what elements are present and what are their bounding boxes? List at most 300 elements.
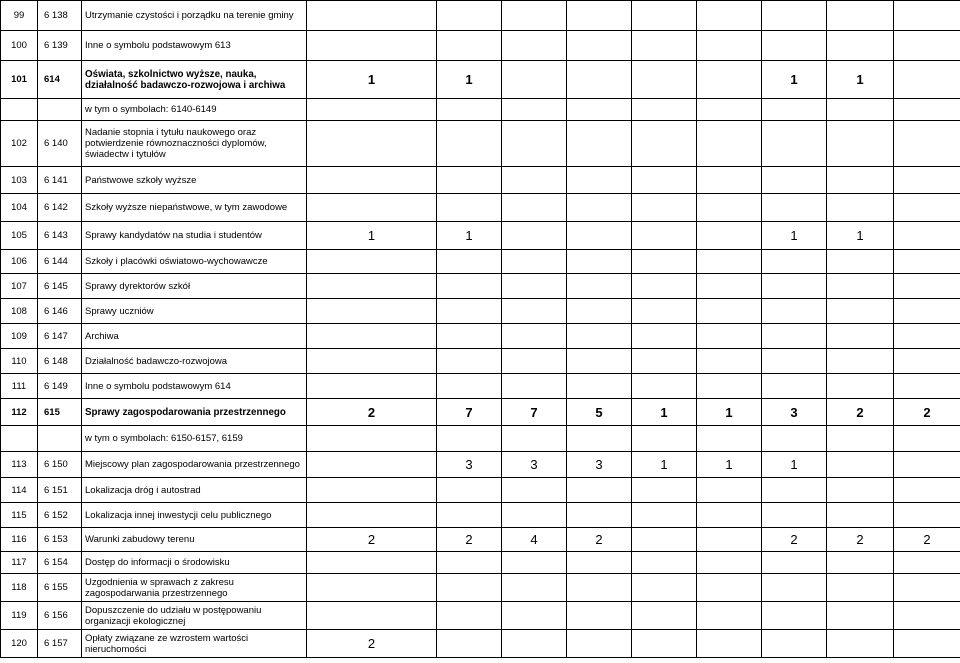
table-row — [1, 299, 960, 324]
row-value-1 — [307, 349, 437, 374]
row-value-1: 1 — [307, 61, 437, 99]
row-value-4 — [567, 31, 632, 61]
row-value-5: 1 — [632, 452, 697, 478]
row-value-1 — [307, 31, 437, 61]
row-value-2 — [437, 552, 502, 574]
row-value-6 — [697, 61, 762, 99]
row-value-1 — [307, 602, 437, 630]
row-value-5 — [632, 31, 697, 61]
row-symbol: 6 144 — [38, 250, 82, 274]
table-row — [1, 399, 960, 426]
row-number: 116 — [1, 528, 38, 552]
row-value-3: 3 — [502, 452, 567, 478]
row-number: 111 — [1, 374, 38, 399]
row-value-7: 1 — [762, 452, 827, 478]
row-name: Lokalizacja innej inwestycji celu publicznego — [82, 503, 307, 528]
row-symbol — [38, 99, 82, 121]
row-value-4 — [567, 1, 632, 31]
row-value-1 — [307, 299, 437, 324]
row-value-2 — [437, 374, 502, 399]
row-value-4 — [567, 552, 632, 574]
row-value-6 — [697, 167, 762, 194]
row-symbol: 6 141 — [38, 167, 82, 194]
row-value-5 — [632, 121, 697, 167]
row-value-2 — [437, 299, 502, 324]
row-value-7 — [762, 426, 827, 452]
row-value-6: 1 — [697, 399, 762, 426]
row-value-8 — [827, 194, 894, 222]
row-value-4: 3 — [567, 452, 632, 478]
row-symbol: 6 138 — [38, 1, 82, 31]
row-value-2 — [437, 503, 502, 528]
row-value-5 — [632, 167, 697, 194]
row-value-9 — [894, 349, 960, 374]
row-value-2 — [437, 630, 502, 658]
row-value-9 — [894, 299, 960, 324]
row-value-8 — [827, 299, 894, 324]
row-value-9 — [894, 61, 960, 99]
row-symbol: 6 148 — [38, 349, 82, 374]
row-number: 105 — [1, 222, 38, 250]
row-name: Lokalizacja dróg i autostrad — [82, 478, 307, 503]
row-name: Sprawy kandydatów na studia i studentów — [82, 222, 307, 250]
row-value-7 — [762, 194, 827, 222]
table-row — [1, 478, 960, 503]
row-value-7: 2 — [762, 528, 827, 552]
row-value-3 — [502, 574, 567, 602]
row-value-7: 1 — [762, 222, 827, 250]
row-value-9 — [894, 167, 960, 194]
row-value-8 — [827, 274, 894, 299]
row-value-7 — [762, 299, 827, 324]
row-number: 114 — [1, 478, 38, 503]
row-value-4 — [567, 478, 632, 503]
row-name: w tym o symbolach: 6150-6157, 6159 — [82, 426, 307, 452]
row-value-6 — [697, 374, 762, 399]
row-symbol: 6 157 — [38, 630, 82, 658]
row-value-4 — [567, 324, 632, 349]
row-value-9: 2 — [894, 528, 960, 552]
row-value-1 — [307, 452, 437, 478]
table-row — [1, 374, 960, 399]
row-value-1 — [307, 552, 437, 574]
row-symbol: 6 140 — [38, 121, 82, 167]
row-number: 108 — [1, 299, 38, 324]
row-value-9 — [894, 426, 960, 452]
row-value-6 — [697, 602, 762, 630]
row-value-4 — [567, 167, 632, 194]
row-number: 117 — [1, 552, 38, 574]
row-value-3: 4 — [502, 528, 567, 552]
row-symbol: 6 142 — [38, 194, 82, 222]
row-value-1 — [307, 374, 437, 399]
row-number: 103 — [1, 167, 38, 194]
row-value-8 — [827, 374, 894, 399]
row-value-3 — [502, 61, 567, 99]
row-value-7 — [762, 31, 827, 61]
row-value-7 — [762, 324, 827, 349]
row-value-4 — [567, 503, 632, 528]
row-number: 99 — [1, 1, 38, 31]
row-value-3 — [502, 274, 567, 299]
row-name: Dopuszczenie do udziału w postępowaniu organizacji ekologicznej — [82, 602, 307, 630]
row-value-8 — [827, 121, 894, 167]
row-value-5 — [632, 324, 697, 349]
row-value-5 — [632, 528, 697, 552]
row-value-4 — [567, 630, 632, 658]
row-value-1 — [307, 574, 437, 602]
row-number: 100 — [1, 31, 38, 61]
row-value-2 — [437, 31, 502, 61]
row-value-5 — [632, 374, 697, 399]
row-number: 109 — [1, 324, 38, 349]
row-value-9 — [894, 478, 960, 503]
row-value-6: 1 — [697, 452, 762, 478]
row-value-5 — [632, 574, 697, 602]
row-value-8: 1 — [827, 61, 894, 99]
row-value-7: 1 — [762, 61, 827, 99]
row-number: 112 — [1, 399, 38, 426]
row-value-6 — [697, 503, 762, 528]
row-value-3 — [502, 99, 567, 121]
row-symbol: 6 149 — [38, 374, 82, 399]
row-value-6 — [697, 299, 762, 324]
row-value-8 — [827, 503, 894, 528]
row-value-6 — [697, 574, 762, 602]
row-value-7 — [762, 503, 827, 528]
row-value-5 — [632, 99, 697, 121]
row-value-6 — [697, 250, 762, 274]
table-row — [1, 121, 960, 167]
row-number: 101 — [1, 61, 38, 99]
table-row — [1, 503, 960, 528]
row-value-3 — [502, 552, 567, 574]
row-value-2: 2 — [437, 528, 502, 552]
row-value-2: 1 — [437, 61, 502, 99]
row-value-8 — [827, 426, 894, 452]
row-value-3 — [502, 478, 567, 503]
row-name: w tym o symbolach: 6140-6149 — [82, 99, 307, 121]
row-value-3 — [502, 426, 567, 452]
row-value-9 — [894, 374, 960, 399]
row-value-1 — [307, 503, 437, 528]
row-value-6 — [697, 121, 762, 167]
row-name: Utrzymanie czystości i porządku na terenie gminy — [82, 1, 307, 31]
row-value-4: 5 — [567, 399, 632, 426]
row-symbol: 6 156 — [38, 602, 82, 630]
row-value-8 — [827, 478, 894, 503]
table-row — [1, 426, 960, 452]
row-value-3 — [502, 194, 567, 222]
row-value-1: 2 — [307, 528, 437, 552]
row-value-5 — [632, 194, 697, 222]
table-row — [1, 552, 960, 574]
row-name: Szkoły wyższe niepaństwowe, w tym zawodowe — [82, 194, 307, 222]
row-value-3 — [502, 503, 567, 528]
table-body — [1, 1, 960, 658]
table-row — [1, 602, 960, 630]
table-row — [1, 528, 960, 552]
row-value-8 — [827, 349, 894, 374]
row-value-8 — [827, 167, 894, 194]
row-value-1 — [307, 194, 437, 222]
row-value-5 — [632, 478, 697, 503]
row-value-6 — [697, 274, 762, 299]
row-value-9 — [894, 602, 960, 630]
row-value-8 — [827, 552, 894, 574]
row-value-5 — [632, 426, 697, 452]
row-value-9 — [894, 274, 960, 299]
row-value-3 — [502, 349, 567, 374]
row-value-9 — [894, 31, 960, 61]
row-name: Uzgodnienia w sprawach z zakresu zagospodarwania przestrzennego — [82, 574, 307, 602]
row-value-3: 7 — [502, 399, 567, 426]
row-number: 110 — [1, 349, 38, 374]
row-number: 107 — [1, 274, 38, 299]
row-value-3 — [502, 374, 567, 399]
row-value-4 — [567, 349, 632, 374]
row-name: Państwowe szkoły wyższe — [82, 167, 307, 194]
row-value-3 — [502, 222, 567, 250]
row-symbol: 6 151 — [38, 478, 82, 503]
row-value-9 — [894, 194, 960, 222]
row-value-2 — [437, 426, 502, 452]
row-value-1: 2 — [307, 630, 437, 658]
row-value-9 — [894, 452, 960, 478]
table-row — [1, 61, 960, 99]
row-value-5 — [632, 630, 697, 658]
row-name: Oświata, szkolnictwo wyższe, nauka, działalność badawczo-rozwojowa i archiwa — [82, 61, 307, 99]
row-number — [1, 99, 38, 121]
row-value-3 — [502, 1, 567, 31]
table-row — [1, 274, 960, 299]
table-row — [1, 250, 960, 274]
row-value-8 — [827, 602, 894, 630]
row-value-2 — [437, 121, 502, 167]
row-number: 120 — [1, 630, 38, 658]
row-value-4 — [567, 374, 632, 399]
row-value-6 — [697, 31, 762, 61]
row-value-2 — [437, 250, 502, 274]
row-value-1 — [307, 250, 437, 274]
row-value-2 — [437, 1, 502, 31]
row-value-9 — [894, 552, 960, 574]
row-value-1 — [307, 121, 437, 167]
row-value-9 — [894, 1, 960, 31]
row-value-4 — [567, 574, 632, 602]
row-value-2 — [437, 602, 502, 630]
row-value-4 — [567, 426, 632, 452]
row-value-5 — [632, 61, 697, 99]
row-value-1 — [307, 478, 437, 503]
table-row — [1, 99, 960, 121]
row-value-6 — [697, 426, 762, 452]
row-symbol: 6 154 — [38, 552, 82, 574]
row-value-1: 1 — [307, 222, 437, 250]
row-value-7 — [762, 250, 827, 274]
row-symbol: 6 145 — [38, 274, 82, 299]
row-value-2 — [437, 167, 502, 194]
row-name: Sprawy uczniów — [82, 299, 307, 324]
row-value-8: 2 — [827, 399, 894, 426]
table-row — [1, 574, 960, 602]
row-value-5 — [632, 552, 697, 574]
row-value-5 — [632, 1, 697, 31]
row-value-9 — [894, 222, 960, 250]
row-value-7 — [762, 167, 827, 194]
row-number: 115 — [1, 503, 38, 528]
row-symbol: 615 — [38, 399, 82, 426]
row-value-6 — [697, 99, 762, 121]
row-symbol: 6 147 — [38, 324, 82, 349]
row-value-7 — [762, 602, 827, 630]
row-number: 106 — [1, 250, 38, 274]
row-value-4 — [567, 121, 632, 167]
row-value-1 — [307, 426, 437, 452]
row-value-2: 7 — [437, 399, 502, 426]
row-value-7 — [762, 552, 827, 574]
row-symbol: 6 155 — [38, 574, 82, 602]
row-value-9 — [894, 250, 960, 274]
row-symbol: 6 152 — [38, 503, 82, 528]
row-value-7 — [762, 1, 827, 31]
row-value-6 — [697, 349, 762, 374]
row-value-5 — [632, 602, 697, 630]
row-value-9 — [894, 121, 960, 167]
row-name: Nadanie stopnia i tytułu naukowego oraz potwierdzenie równoznaczności dyplomów, świadectw i tytułów — [82, 121, 307, 167]
row-symbol — [38, 426, 82, 452]
row-number: 104 — [1, 194, 38, 222]
row-value-3 — [502, 167, 567, 194]
row-value-8 — [827, 452, 894, 478]
row-value-3 — [502, 324, 567, 349]
row-number: 102 — [1, 121, 38, 167]
row-value-6 — [697, 194, 762, 222]
row-value-4 — [567, 61, 632, 99]
row-value-2: 1 — [437, 222, 502, 250]
row-value-9: 2 — [894, 399, 960, 426]
row-value-5 — [632, 274, 697, 299]
row-value-9 — [894, 503, 960, 528]
row-name: Inne o symbolu podstawowym 614 — [82, 374, 307, 399]
row-value-6 — [697, 1, 762, 31]
row-value-4: 2 — [567, 528, 632, 552]
row-value-6 — [697, 222, 762, 250]
row-name: Szkoły i placówki oświatowo-wychowawcze — [82, 250, 307, 274]
table-row — [1, 167, 960, 194]
row-symbol: 6 146 — [38, 299, 82, 324]
row-value-3 — [502, 299, 567, 324]
row-value-4 — [567, 602, 632, 630]
row-value-4 — [567, 99, 632, 121]
row-value-5 — [632, 299, 697, 324]
row-value-1 — [307, 274, 437, 299]
row-value-9 — [894, 99, 960, 121]
row-value-6 — [697, 552, 762, 574]
row-number: 118 — [1, 574, 38, 602]
row-value-3 — [502, 121, 567, 167]
row-value-5 — [632, 503, 697, 528]
row-name: Sprawy zagospodarowania przestrzennego — [82, 399, 307, 426]
table-row — [1, 1, 960, 31]
row-value-8: 1 — [827, 222, 894, 250]
row-value-3 — [502, 630, 567, 658]
row-value-8 — [827, 31, 894, 61]
row-value-5 — [632, 349, 697, 374]
table-row — [1, 349, 960, 374]
row-value-8 — [827, 630, 894, 658]
row-value-5 — [632, 250, 697, 274]
row-value-1 — [307, 324, 437, 349]
row-value-4 — [567, 222, 632, 250]
row-value-9 — [894, 574, 960, 602]
row-value-2 — [437, 99, 502, 121]
row-symbol: 6 139 — [38, 31, 82, 61]
row-value-8: 2 — [827, 528, 894, 552]
row-value-1 — [307, 167, 437, 194]
row-value-3 — [502, 602, 567, 630]
row-value-7 — [762, 274, 827, 299]
row-value-4 — [567, 194, 632, 222]
row-number: 119 — [1, 602, 38, 630]
row-value-8 — [827, 250, 894, 274]
row-name: Działalność badawczo-rozwojowa — [82, 349, 307, 374]
table-row — [1, 630, 960, 658]
row-value-2: 3 — [437, 452, 502, 478]
table-row — [1, 31, 960, 61]
row-value-6 — [697, 630, 762, 658]
table-row — [1, 222, 960, 250]
row-value-6 — [697, 528, 762, 552]
row-value-3 — [502, 250, 567, 274]
row-value-4 — [567, 274, 632, 299]
row-value-7 — [762, 574, 827, 602]
table-row — [1, 452, 960, 478]
row-value-6 — [697, 478, 762, 503]
row-value-4 — [567, 299, 632, 324]
row-name: Inne o symbolu podstawowym 613 — [82, 31, 307, 61]
row-name: Dostęp do informacji o środowisku — [82, 552, 307, 574]
table-row — [1, 324, 960, 349]
row-value-8 — [827, 1, 894, 31]
row-value-1 — [307, 1, 437, 31]
row-value-9 — [894, 630, 960, 658]
row-value-2 — [437, 194, 502, 222]
row-value-7 — [762, 630, 827, 658]
row-value-7 — [762, 478, 827, 503]
row-value-2 — [437, 574, 502, 602]
row-name: Archiwa — [82, 324, 307, 349]
row-value-4 — [567, 250, 632, 274]
row-symbol: 6 153 — [38, 528, 82, 552]
row-name: Opłaty związane ze wzrostem wartości nieruchomości — [82, 630, 307, 658]
row-value-6 — [697, 324, 762, 349]
row-value-9 — [894, 324, 960, 349]
row-name: Warunki zabudowy terenu — [82, 528, 307, 552]
row-value-8 — [827, 574, 894, 602]
row-value-2 — [437, 324, 502, 349]
row-value-3 — [502, 31, 567, 61]
row-symbol: 614 — [38, 61, 82, 99]
table-row — [1, 194, 960, 222]
row-value-8 — [827, 324, 894, 349]
row-value-5 — [632, 222, 697, 250]
row-value-1 — [307, 99, 437, 121]
row-value-5: 1 — [632, 399, 697, 426]
row-name: Miejscowy plan zagospodarowania przestrzennego — [82, 452, 307, 478]
row-value-2 — [437, 478, 502, 503]
row-value-7 — [762, 121, 827, 167]
